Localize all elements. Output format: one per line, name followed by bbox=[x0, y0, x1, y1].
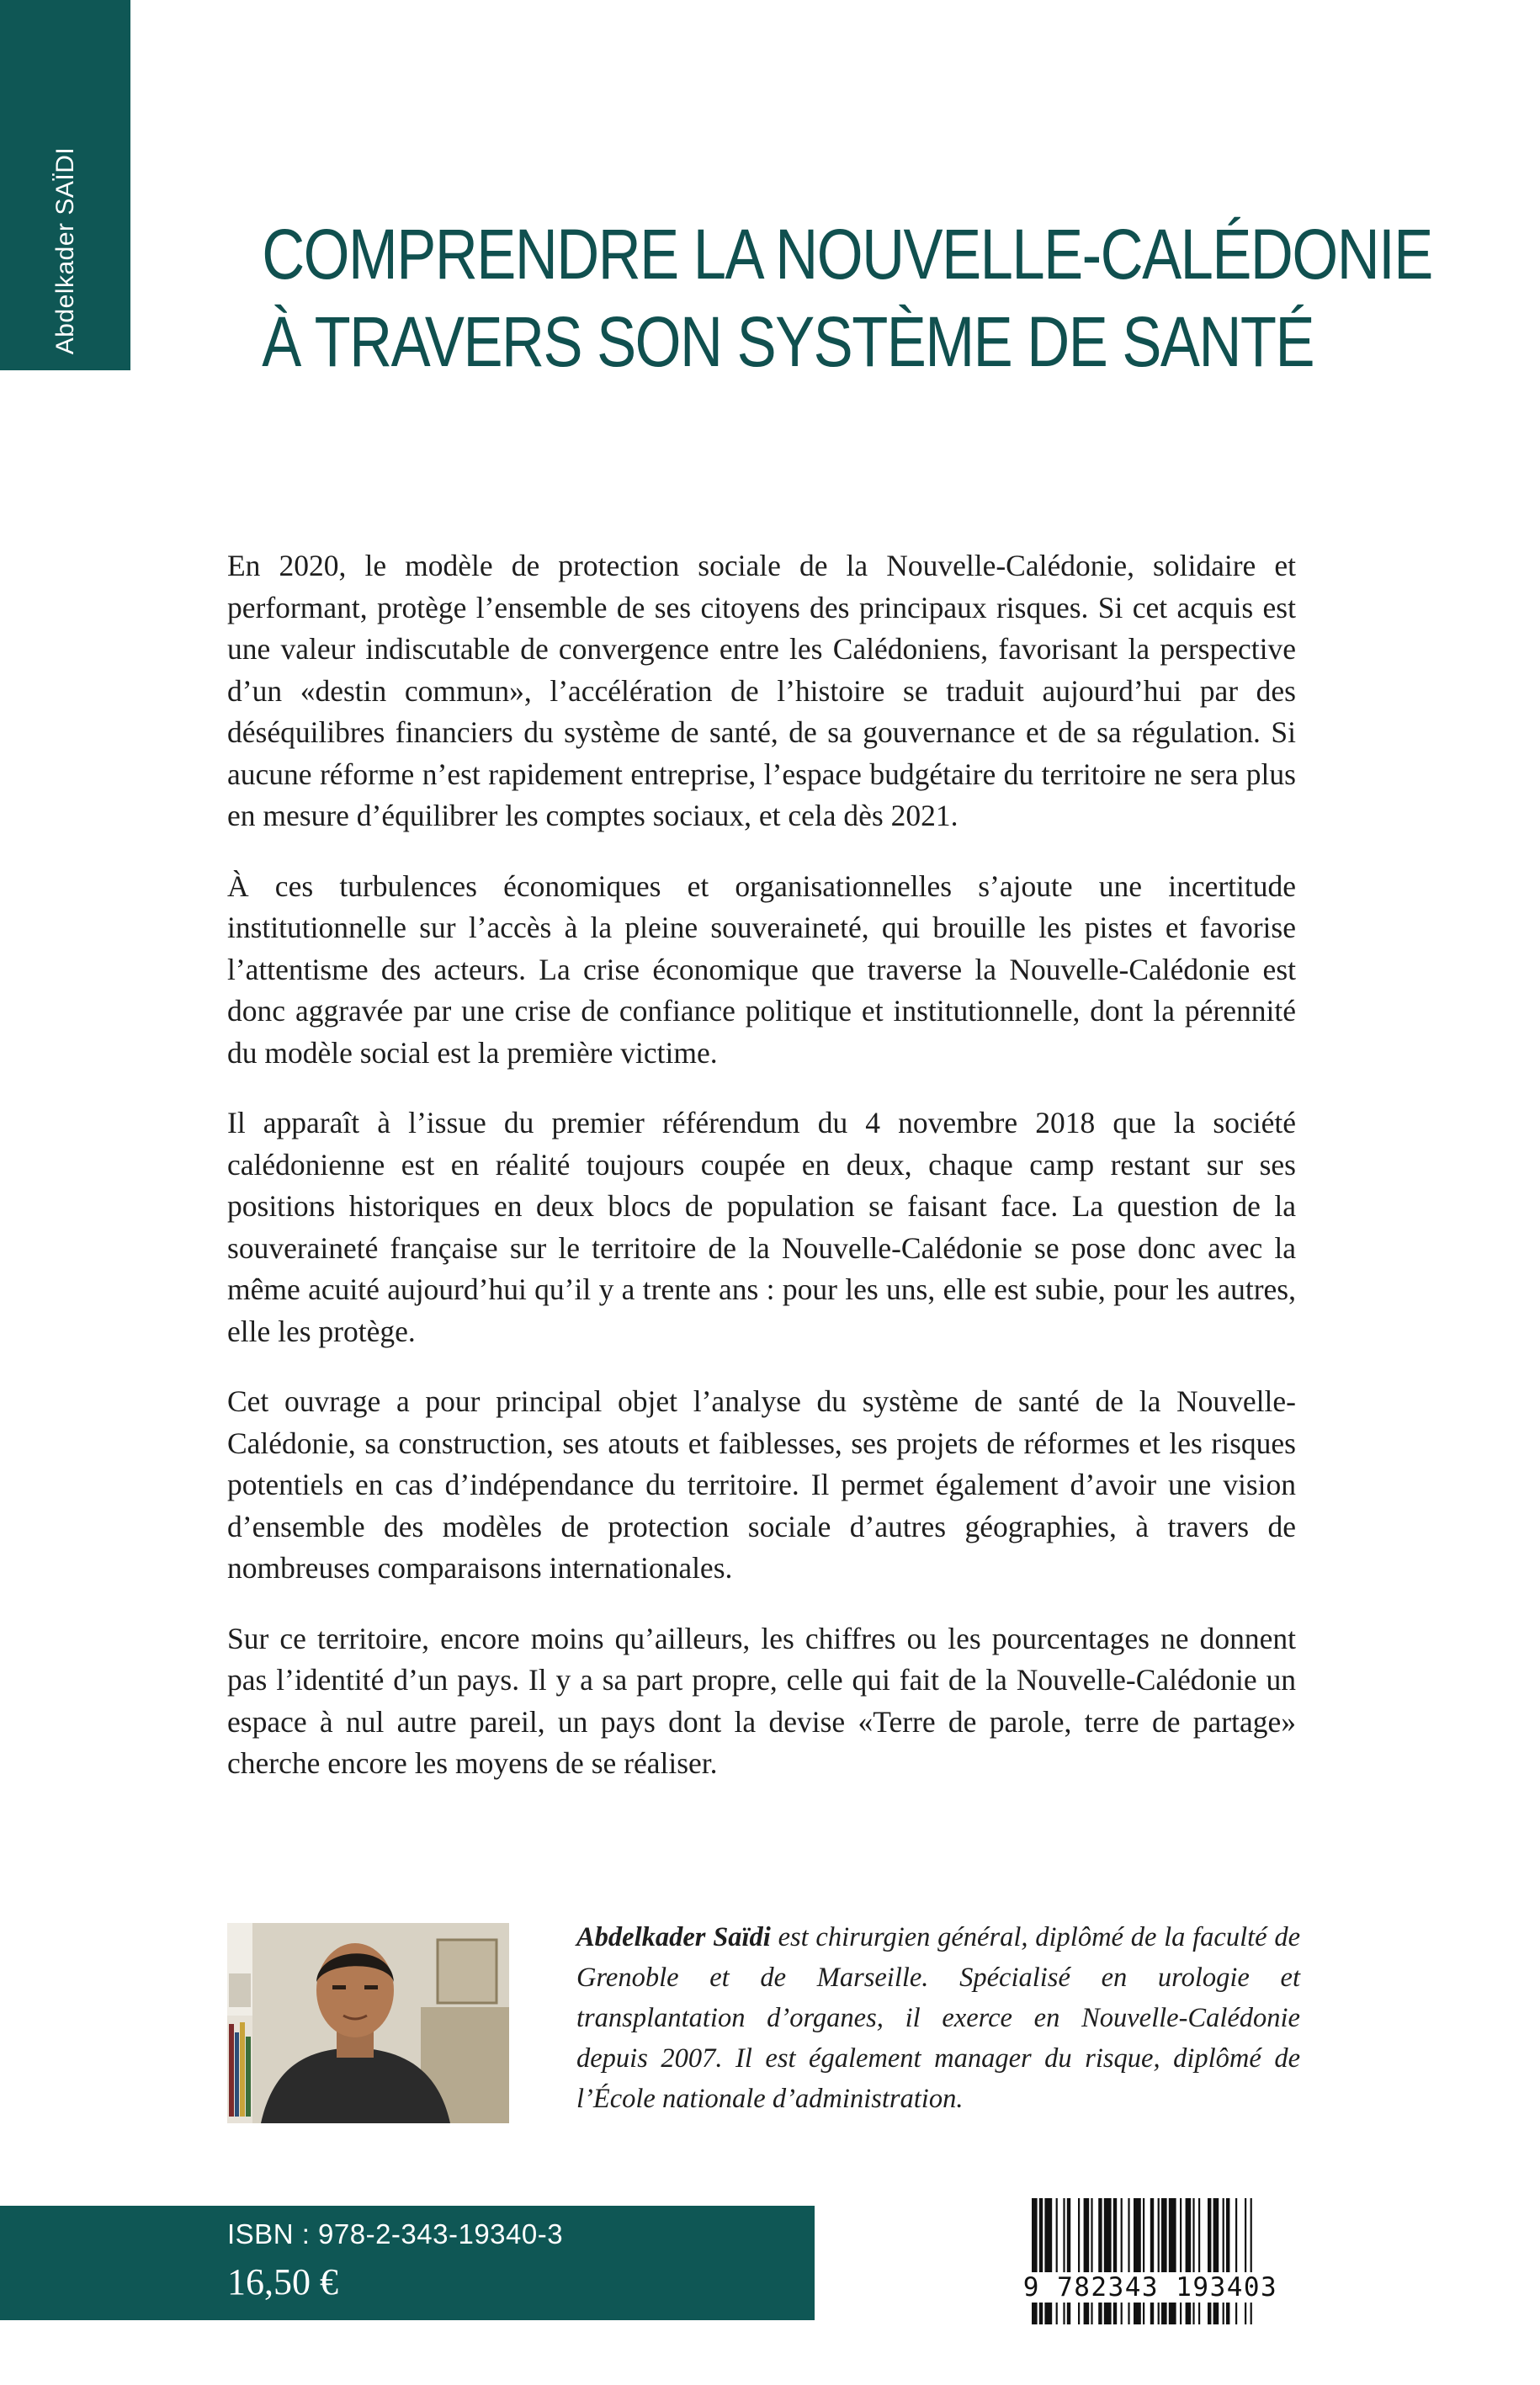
title-line-1: COMPRENDRE LA NOUVELLE-CALÉDONIE bbox=[262, 215, 1432, 294]
author-name: Abdelkader Saïdi bbox=[576, 1922, 771, 1952]
isbn-text: ISBN : 978-2-343-19340-3 bbox=[227, 2218, 564, 2250]
summary-paragraph: En 2020, le modèle de protection sociale de la Nouvelle-Calédonie, solidaire et performant, protège l’ensemble de ses citoyens des principaux risques. Si cet acquis est une valeur indiscutable de convergence entre les Calédoniens, favorisant la perspective d’un «destin commun», l’accélération de l’histoire se traduit aujourd’hui par des déséquilibres financiers du système de santé, de sa gouvernance et de sa régulation. Si aucune réforme n’est rapidement entreprise, l’espace budgétaire du territoire ne sera plus en mesure d’équilibrer les comptes sociaux, et cela dès 2021. bbox=[227, 549, 1296, 832]
author-photo bbox=[227, 1923, 509, 2123]
barcode-icon bbox=[1027, 2198, 1272, 2336]
summary-paragraph: Il apparaît à l’issue du premier référendum du 4 novembre 2018 que la société calédonienne est en réalité toujours coupée en deux, chaque camp restant sur ses positions historiques en deux blocs de population se faisant face. La question de la souveraineté française sur le territoire de la Nouvelle-Calédonie se pose donc avec la même acuité aujourd’hui qu’il y a trente ans : pour les uns, elle est subie, pour les autres, elle les protège. bbox=[227, 1106, 1296, 1348]
back-cover-summary bbox=[227, 545, 1296, 1814]
price-text: 16,50 € bbox=[227, 2261, 338, 2303]
summary-paragraph: À ces turbulences économiques et organisationnelles s’ajoute une incertitude institutionnelle sur l’accès à la pleine souveraineté, qui brouille les pistes et favorise l’attentisme des acteurs. La crise économique que traverse la Nouvelle-Calédonie est donc aggravée par une crise de confiance politique et institutionnelle, dont la pérennité du modèle social est la première victime. bbox=[227, 868, 1296, 1070]
summary-paragraph: Sur ce territoire, encore moins qu’ailleurs, les chiffres ou les pourcentages ne donnent pas l’identité d’un pays. Il y a sa part propre, celle qui fait de la Nouvelle-Calédonie un espace à nul autre pareil, un pays dont la devise «Terre de parole, terre de partage» cherche encore les moyens de se réaliser. bbox=[227, 1621, 1296, 1780]
title-line-2: À TRAVERS SON SYSTÈME DE SANTÉ bbox=[262, 302, 1314, 381]
book-title bbox=[262, 210, 1432, 385]
summary-paragraph: Cet ouvrage a pour principal objet l’analyse du système de santé de la Nouvelle-Calédonie, sa construction, ses atouts et faiblesses, ses projets de réformes et les risques potentiels en cas d’indépendance du territoire. Il permet également d’avoir une vision d’ensemble des modèles de protection sociale d’autres géographies, à travers de nombreuses comparaisons internationales. bbox=[227, 1384, 1296, 1585]
barcode-number: 9 782343 193403 bbox=[1020, 2272, 1281, 2303]
spine-author: Abdelkader SAÏDI bbox=[51, 146, 79, 355]
author-bio bbox=[576, 1917, 1300, 2119]
author-bio-text: est chirurgien général, diplômé de la faculté de Grenoble et de Marseille. Spécialisé en urologie et transplantation d’organes, il exerce en Nouvelle-Calédonie depuis 2007. Il est également manager du risque, diplômé de l’École nationale d’administration. bbox=[576, 1922, 1300, 2114]
